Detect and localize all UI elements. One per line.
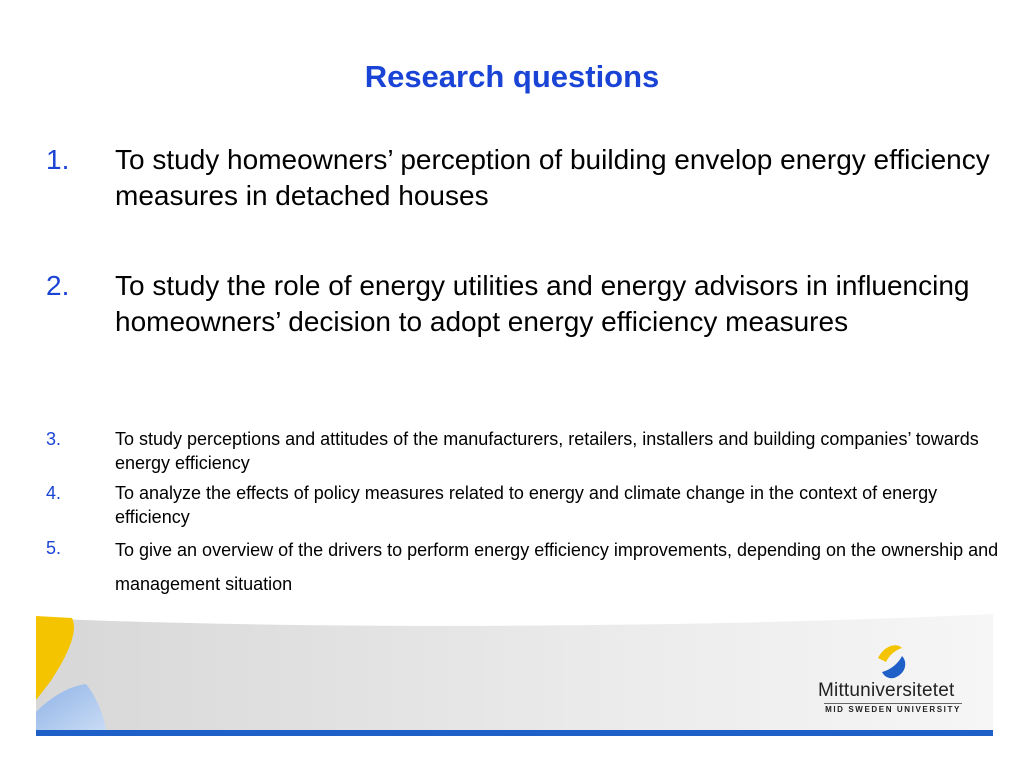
question-text: To study the role of energy utilities and energy advisors in influencing homeowners’ decision to adopt energy efficiency measures [115, 270, 970, 337]
question-text: To study homeowners’ perception of building envelop energy efficiency measures in detached houses [115, 144, 990, 211]
question-number: 1. [46, 144, 70, 175]
question-number: 2. [46, 270, 70, 301]
university-logo [818, 640, 968, 720]
question-number: 3. [46, 429, 62, 449]
logo-divider [824, 703, 962, 704]
footer-bottom-bar [36, 730, 993, 736]
logo-name: Mittuniversitetet [818, 680, 955, 701]
question-text: To give an overview of the drivers to perform energy efficiency improvements, depending on the ownership and management situation [115, 540, 999, 594]
logo-emblem-icon [872, 642, 912, 680]
logo-subtitle: MID SWEDEN UNIVERSITY [825, 705, 961, 714]
question-number: 4. [46, 483, 62, 503]
slide-title: Research questions [364, 59, 660, 94]
question-text: To analyze the effects of policy measures related to energy and climate change in the context of energy efficiency [115, 483, 938, 527]
question-text: To study perceptions and attitudes of the manufacturers, retailers, installers and building companies’ towards energy efficiency [115, 429, 979, 473]
question-number: 5. [46, 538, 62, 558]
